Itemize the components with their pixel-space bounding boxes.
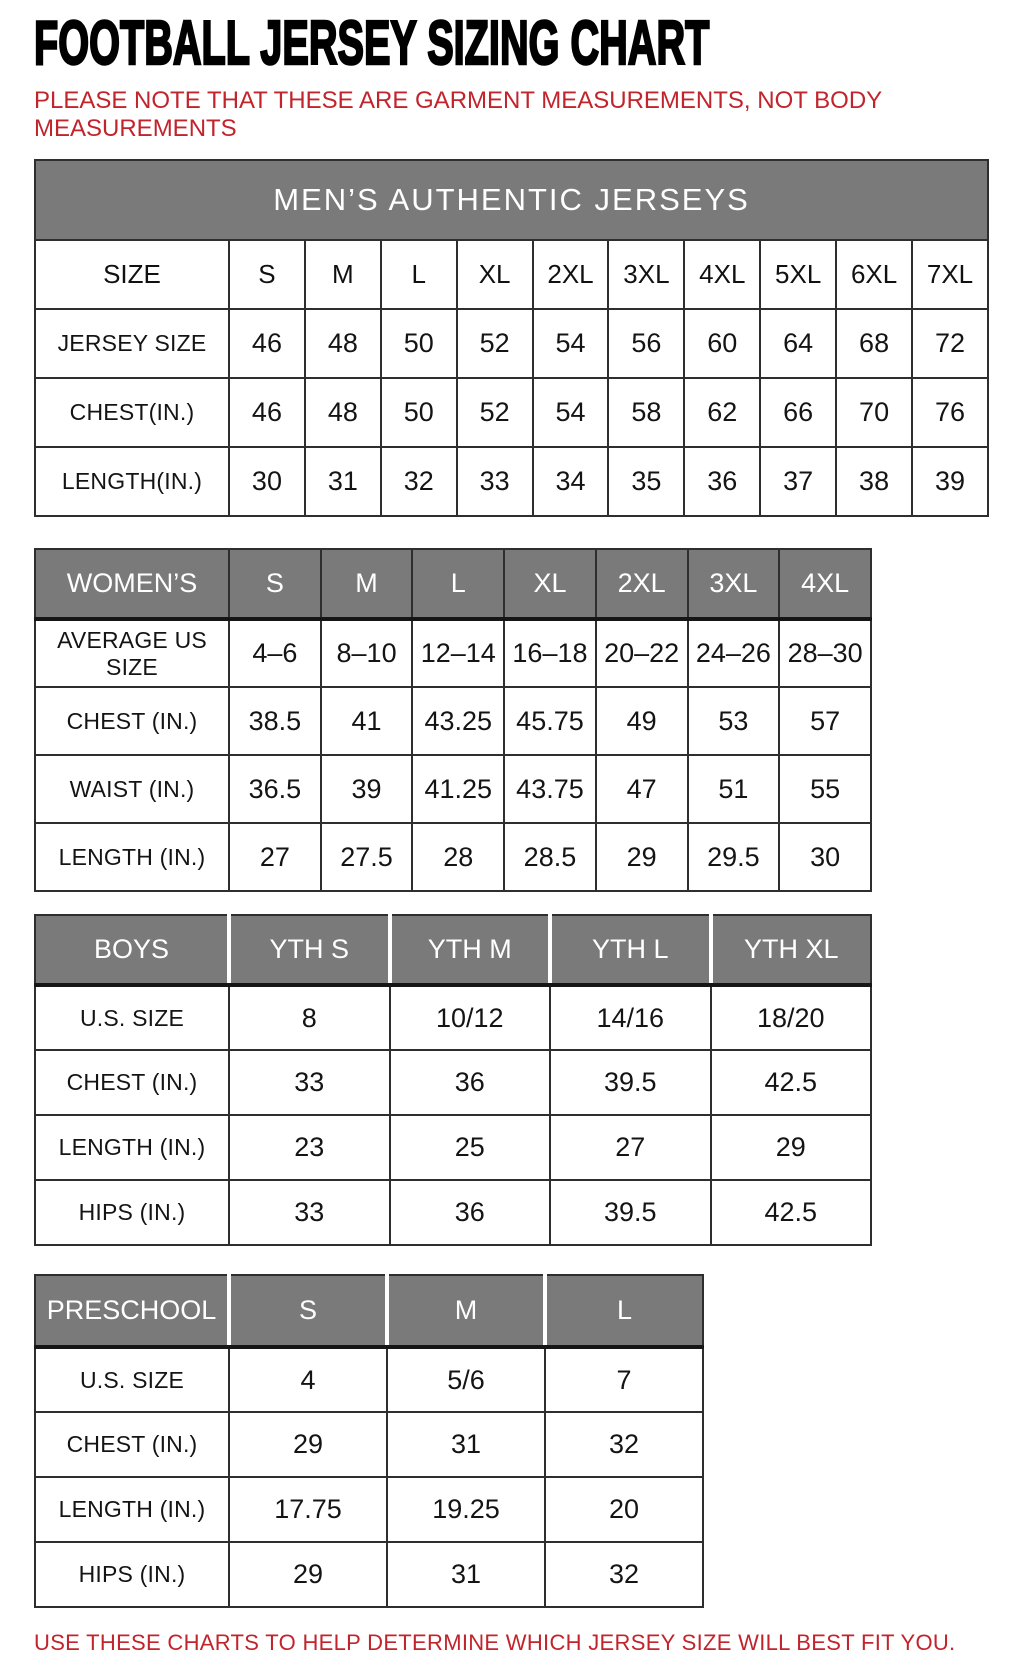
column-header: 7XL: [912, 240, 988, 309]
header-label-mens: SIZE: [35, 240, 229, 309]
value-cell: 45.75: [504, 687, 596, 755]
row-label: LENGTH(IN.): [35, 447, 229, 516]
value-cell: 28–30: [779, 619, 871, 687]
row-label: JERSEY SIZE: [35, 309, 229, 378]
value-cell: 60: [684, 309, 760, 378]
table-title-row: [35, 160, 988, 240]
table-row: [35, 1412, 703, 1477]
value-cell: 36: [684, 447, 760, 516]
table-womens: [34, 548, 872, 892]
column-header: S: [229, 240, 305, 309]
row-label: U.S. SIZE: [35, 985, 229, 1050]
value-cell: 4: [229, 1347, 387, 1412]
column-header: S: [229, 549, 321, 619]
value-cell: 52: [457, 309, 533, 378]
table-preschool: [34, 1274, 704, 1608]
row-label: HIPS (IN.): [35, 1542, 229, 1607]
table-row: [35, 1477, 703, 1542]
value-cell: 29: [229, 1412, 387, 1477]
value-cell: 5/6: [387, 1347, 545, 1412]
value-cell: 36: [390, 1180, 551, 1245]
value-cell: 32: [545, 1542, 703, 1607]
value-cell: 33: [229, 1180, 390, 1245]
value-cell: 58: [608, 378, 684, 447]
value-cell: 10/12: [390, 985, 551, 1050]
value-cell: 46: [229, 309, 305, 378]
value-cell: 18/20: [711, 985, 872, 1050]
value-cell: 36: [390, 1050, 551, 1115]
value-cell: 42.5: [711, 1050, 872, 1115]
row-label: U.S. SIZE: [35, 1347, 229, 1412]
header-row: [35, 549, 871, 619]
value-cell: 32: [381, 447, 457, 516]
value-cell: 19.25: [387, 1477, 545, 1542]
column-header: L: [381, 240, 457, 309]
column-header: XL: [504, 549, 596, 619]
value-cell: 8–10: [321, 619, 413, 687]
row-label: AVERAGE US SIZE: [35, 619, 229, 687]
value-cell: 62: [684, 378, 760, 447]
value-cell: 53: [688, 687, 780, 755]
column-header: 4XL: [684, 240, 760, 309]
row-label: WAIST (IN.): [35, 755, 229, 823]
footer-note: USE THESE CHARTS TO HELP DETERMINE WHICH JERSEY SIZE WILL BEST FIT YOU.: [34, 1630, 956, 1655]
value-cell: 39.5: [550, 1050, 711, 1115]
value-cell: 39.5: [550, 1180, 711, 1245]
column-header: S: [229, 1275, 387, 1347]
column-header: 2XL: [596, 549, 688, 619]
value-cell: 7: [545, 1347, 703, 1412]
value-cell: 28.5: [504, 823, 596, 891]
row-label: LENGTH (IN.): [35, 1477, 229, 1542]
value-cell: 42.5: [711, 1180, 872, 1245]
table-row: [35, 1050, 871, 1115]
column-header: 2XL: [533, 240, 609, 309]
value-cell: 16–18: [504, 619, 596, 687]
value-cell: 27.5: [321, 823, 413, 891]
value-cell: 33: [229, 1050, 390, 1115]
value-cell: 41: [321, 687, 413, 755]
row-label: LENGTH (IN.): [35, 823, 229, 891]
table-boys: [34, 914, 872, 1246]
value-cell: 27: [229, 823, 321, 891]
value-cell: 41.25: [412, 755, 504, 823]
row-label: CHEST (IN.): [35, 687, 229, 755]
value-cell: 52: [457, 378, 533, 447]
column-header: YTH L: [550, 915, 711, 985]
value-cell: 56: [608, 309, 684, 378]
table-row: [35, 309, 988, 378]
value-cell: 33: [457, 447, 533, 516]
value-cell: 28: [412, 823, 504, 891]
value-cell: 30: [779, 823, 871, 891]
column-header: YTH M: [390, 915, 551, 985]
value-cell: 39: [321, 755, 413, 823]
table-mens: [34, 159, 989, 517]
value-cell: 43.75: [504, 755, 596, 823]
table-row: [35, 823, 871, 891]
table-row: [35, 378, 988, 447]
value-cell: 27: [550, 1115, 711, 1180]
value-cell: 38: [836, 447, 912, 516]
value-cell: 57: [779, 687, 871, 755]
column-header: L: [545, 1275, 703, 1347]
value-cell: 30: [229, 447, 305, 516]
page-title: FOOTBALL JERSEY SIZING CHART: [34, 9, 710, 78]
column-header: 3XL: [688, 549, 780, 619]
value-cell: 14/16: [550, 985, 711, 1050]
value-cell: 37: [760, 447, 836, 516]
column-header: 3XL: [608, 240, 684, 309]
value-cell: 50: [381, 309, 457, 378]
row-label: LENGTH (IN.): [35, 1115, 229, 1180]
table-row: [35, 1115, 871, 1180]
garment-measurements-note: PLEASE NOTE THAT THESE ARE GARMENT MEASUREMENTS, NOT BODY MEASUREMENTS: [34, 87, 882, 142]
value-cell: 50: [381, 378, 457, 447]
value-cell: 29: [596, 823, 688, 891]
value-cell: 12–14: [412, 619, 504, 687]
value-cell: 48: [305, 309, 381, 378]
value-cell: 20: [545, 1477, 703, 1542]
table-row: [35, 447, 988, 516]
value-cell: 31: [387, 1542, 545, 1607]
header-row: [35, 915, 871, 985]
row-label: HIPS (IN.): [35, 1180, 229, 1245]
header-label-womens: WOMEN’S: [35, 549, 229, 619]
value-cell: 47: [596, 755, 688, 823]
column-header: YTH XL: [711, 915, 872, 985]
table-row: [35, 1542, 703, 1607]
table-mens-title: MEN’S AUTHENTIC JERSEYS: [35, 160, 988, 240]
table-row: [35, 755, 871, 823]
value-cell: 54: [533, 378, 609, 447]
value-cell: 46: [229, 378, 305, 447]
column-header: 5XL: [760, 240, 836, 309]
value-cell: 38.5: [229, 687, 321, 755]
value-cell: 76: [912, 378, 988, 447]
header-row: [35, 240, 988, 309]
column-header: L: [412, 549, 504, 619]
value-cell: 31: [305, 447, 381, 516]
value-cell: 32: [545, 1412, 703, 1477]
row-label: CHEST(IN.): [35, 378, 229, 447]
value-cell: 29.5: [688, 823, 780, 891]
value-cell: 36.5: [229, 755, 321, 823]
value-cell: 55: [779, 755, 871, 823]
value-cell: 31: [387, 1412, 545, 1477]
value-cell: 29: [229, 1542, 387, 1607]
row-label: CHEST (IN.): [35, 1050, 229, 1115]
value-cell: 48: [305, 378, 381, 447]
value-cell: 72: [912, 309, 988, 378]
column-header: YTH S: [229, 915, 390, 985]
value-cell: 35: [608, 447, 684, 516]
header-label-preschool: PRESCHOOL: [35, 1275, 229, 1347]
value-cell: 49: [596, 687, 688, 755]
table-row: [35, 1180, 871, 1245]
column-header: XL: [457, 240, 533, 309]
table-row: [35, 619, 871, 687]
column-header: M: [305, 240, 381, 309]
column-header: M: [321, 549, 413, 619]
value-cell: 39: [912, 447, 988, 516]
value-cell: 4–6: [229, 619, 321, 687]
value-cell: 20–22: [596, 619, 688, 687]
header-row: [35, 1275, 703, 1347]
sizing-tables: [34, 159, 990, 1608]
column-header: 4XL: [779, 549, 871, 619]
value-cell: 66: [760, 378, 836, 447]
value-cell: 23: [229, 1115, 390, 1180]
value-cell: 70: [836, 378, 912, 447]
row-label: CHEST (IN.): [35, 1412, 229, 1477]
value-cell: 51: [688, 755, 780, 823]
value-cell: 24–26: [688, 619, 780, 687]
value-cell: 8: [229, 985, 390, 1050]
value-cell: 25: [390, 1115, 551, 1180]
value-cell: 68: [836, 309, 912, 378]
column-header: M: [387, 1275, 545, 1347]
table-row: [35, 985, 871, 1050]
value-cell: 43.25: [412, 687, 504, 755]
header-label-boys: BOYS: [35, 915, 229, 985]
table-row: [35, 1347, 703, 1412]
value-cell: 54: [533, 309, 609, 378]
value-cell: 17.75: [229, 1477, 387, 1542]
value-cell: 29: [711, 1115, 872, 1180]
column-header: 6XL: [836, 240, 912, 309]
table-row: [35, 687, 871, 755]
value-cell: 34: [533, 447, 609, 516]
value-cell: 64: [760, 309, 836, 378]
